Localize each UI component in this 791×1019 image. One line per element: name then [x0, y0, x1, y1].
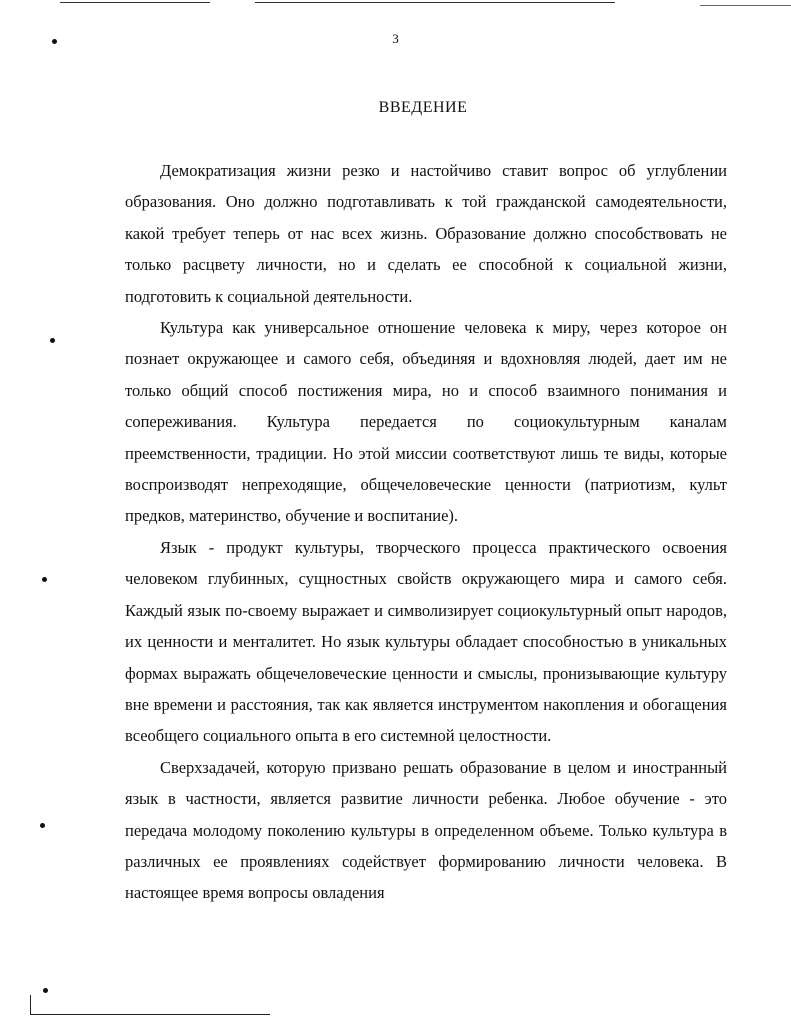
page-number: 3: [392, 31, 399, 46]
document-body: [125, 155, 727, 909]
binding-hole-mark: [50, 338, 55, 343]
paragraph: Язык - продукт культуры, творческого процесса практического освоения человеком глубинных, сущностных свойств окружающего мира и самого себя. Каждый язык по-своему выражает и символизирует социокультурный опыт народов, их ценности и менталитет. Но язык культуры обладает способностью в уникальных формах выражать общечеловеческие ценности и смыслы, пронизывающие культуру вне времени и расстояния, так как является инструментом накопления и обогащения всеобщего социального опыта в его системной целостности.: [125, 537, 727, 746]
binding-hole-mark: [43, 988, 48, 993]
paragraph: Сверхзадачей, которую призвано решать образование в целом и иностранный язык в частности, является развитие личности ребенка. Любое обучение - это передача молодому поколению культуры в определенном объеме. Только культура в различных ее проявлениях содействует формированию личности человека. В настоящее время вопросы овладения: [125, 757, 727, 903]
paragraph: Культура как универсальное отношение человека к миру, через которое он познает окружающее и самого себя, объединяя и вдохновляя людей, дает им не только общий способ постижения мира, но и способ взаимного понимания и сопереживания. Культура передается по социокультурным каналам преемственности, традиции. Но этой миссии соответствуют лишь те виды, которые воспроизводят непреходящие, общечеловеческие ценности (патриотизм, культ предков, материнство, обучение и воспитание).: [125, 318, 727, 526]
page-title: ВВЕДЕНИЕ: [378, 99, 468, 116]
scan-edge-line: [255, 2, 615, 3]
scan-edge-line: [60, 2, 210, 3]
binding-hole-mark: [42, 577, 47, 582]
scan-edge-line: [700, 5, 791, 6]
binding-hole-mark: [40, 823, 45, 828]
scan-edge-mark: [30, 995, 31, 1015]
scan-edge-line: [30, 1014, 270, 1015]
paragraph: Демократизация жизни резко и настойчиво ставит вопрос об углублении образования. Оно должно подготавливать к той гражданской самодеятельности, какой требует теперь от нас всех жизнь. Образование должно способствовать не только расцвету личности, но и сделать ее способной к социальной жизни, подготовить к социальной деятельности.: [125, 161, 727, 306]
